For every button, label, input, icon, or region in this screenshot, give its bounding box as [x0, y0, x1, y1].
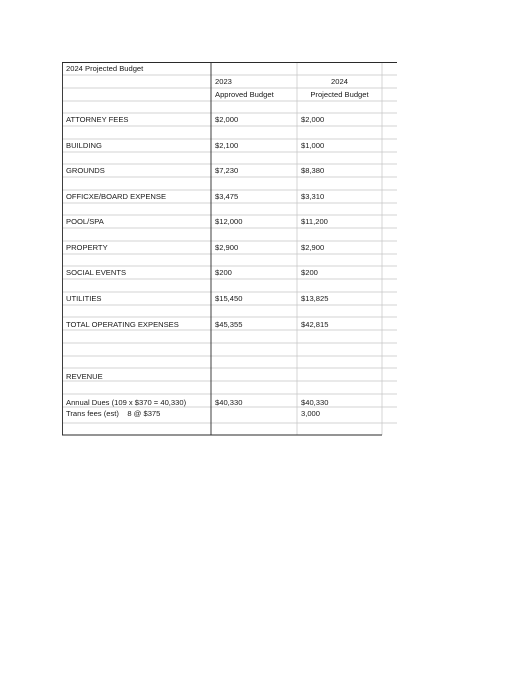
expense-2023-pool-spa: $12,000 [215, 217, 243, 226]
expense-label-grounds: GROUNDS [66, 166, 105, 175]
expense-label-property: PROPERTY [66, 243, 108, 252]
sheet-title: 2024 Projected Budget [66, 64, 144, 73]
expense-2023-property: $2,900 [215, 243, 239, 252]
revenue-label-annual-dues: Annual Dues (109 x $370 = 40,330) [66, 398, 187, 407]
expense-2023-building: $2,100 [215, 141, 239, 150]
expense-label-social-events: SOCIAL EVENTS [66, 268, 127, 277]
revenue-2023-annual-dues: $40,330 [215, 398, 243, 407]
expense-2023-grounds: $7,230 [215, 166, 239, 175]
header-2024-label: Projected Budget [310, 90, 369, 99]
expense-2024-social-events: $200 [301, 268, 318, 277]
header-2024-year: 2024 [331, 77, 348, 86]
expense-2024-building: $1,000 [301, 141, 325, 150]
expense-label-office-board: OFFICXE/BOARD EXPENSE [66, 192, 167, 201]
expense-2023-office-board: $3,475 [215, 192, 239, 201]
header-2023-label: Approved Budget [215, 90, 274, 99]
expense-label-total: TOTAL OPERATING EXPENSES [66, 320, 179, 329]
budget-sheet [62, 62, 397, 437]
expense-label-pool-spa: POOL/SPA [66, 217, 104, 226]
expense-2024-property: $2,900 [301, 243, 325, 252]
expense-label-utilities: UTILITIES [66, 294, 102, 303]
expense-2024-total: $42,815 [301, 320, 329, 329]
expense-2024-attorney-fees: $2,000 [301, 115, 325, 124]
expense-2024-office-board: $3,310 [301, 192, 325, 201]
revenue-heading: REVENUE [66, 372, 103, 381]
expense-2023-utilities: $15,450 [215, 294, 243, 303]
header-2023-year: 2023 [215, 77, 232, 86]
expense-2023-total: $45,355 [215, 320, 243, 329]
expense-2024-pool-spa: $11,200 [301, 217, 328, 226]
expense-2024-grounds: $8,380 [301, 166, 325, 175]
revenue-label-trans-fees: Trans fees (est) 8 @ $375 [66, 409, 161, 418]
revenue-2024-annual-dues: $40,330 [301, 398, 329, 407]
expense-2024-utilities: $13,825 [301, 294, 329, 303]
expense-label-building: BUILDING [66, 141, 102, 150]
revenue-2024-trans-fees: 3,000 [301, 409, 321, 418]
expense-label-attorney-fees: ATTORNEY FEES [66, 115, 129, 124]
expense-2023-attorney-fees: $2,000 [215, 115, 239, 124]
expense-2023-social-events: $200 [215, 268, 232, 277]
